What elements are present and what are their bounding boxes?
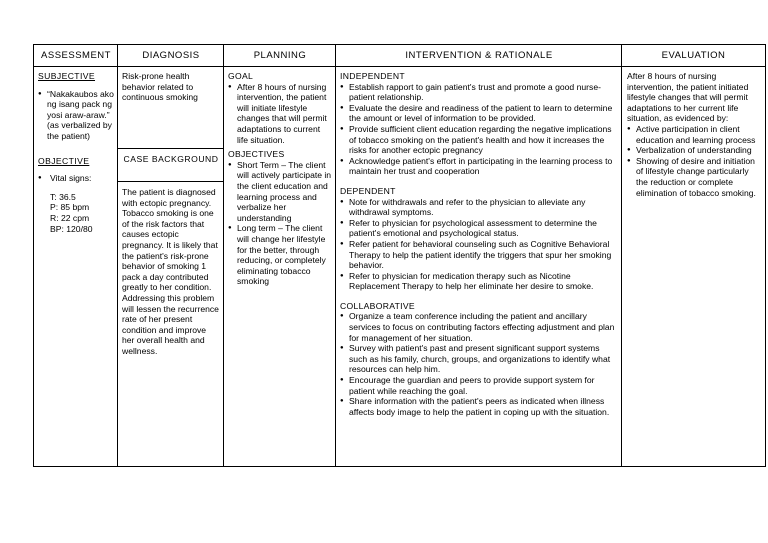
vital-pulse: P: 85 bpm xyxy=(50,202,90,213)
independent-item: ● Evaluate the desire and readiness of the patient to learn to determine the amount or level of information to be provided. xyxy=(340,103,618,124)
header-planning: PLANNING xyxy=(224,45,336,67)
subjective-note: (as verbalized by the patient) xyxy=(47,120,112,141)
case-background-divider xyxy=(118,181,224,182)
dependent-item: ● Refer patient for behavioral counseling such as Cognitive Behavioral Therapy to help the patient identify the triggers that spur her smoking behavior. xyxy=(340,239,618,271)
diagnosis-divider xyxy=(118,148,224,149)
objectives-label: OBJECTIVES xyxy=(228,149,285,160)
nursing-care-plan-table xyxy=(33,44,766,467)
evaluation-item: ● Showing of desire and initiation of lifestyle change particularly the reduction or complete elimination of tobacco smoking. xyxy=(627,156,763,198)
objective-label: OBJECTIVE xyxy=(38,155,90,166)
dependent-item: ● Refer to physician for medication therapy such as Nicotine Replacement Therapy to help her eliminate her desire to smoke. xyxy=(340,271,618,292)
vitals-list xyxy=(38,192,115,234)
independent-item: ● Provide sufficient client education regarding the negative implications of tobacco smoking on the patient's health and how it increases the risks for another ectopic pregnancy xyxy=(340,124,618,156)
vital-signs-label: ● Vital signs: xyxy=(38,173,115,184)
case-background-label: CASE BACKGROUND xyxy=(123,154,219,164)
vital-temperature: T: 36.5 xyxy=(50,191,76,202)
objective-short-term: ● Short Term – The client will actively participate in the client education and learning process and verbalize her understanding xyxy=(228,160,332,224)
subjective-quote: ● “Nakakaubos ako ng isang pack ng yosi araw-araw.” xyxy=(38,89,115,121)
goal-item: ● After 8 hours of nursing intervention, the patient will initiate lifestyle changes that will permit adaptations to current life situation. xyxy=(228,82,332,146)
header-diagnosis: DIAGNOSIS xyxy=(118,45,224,67)
planning-cell xyxy=(228,71,332,287)
dependent-label: DEPENDENT xyxy=(340,185,396,196)
collaborative-label: COLLABORATIVE xyxy=(340,300,415,311)
case-background-text: The patient is diagnosed with ectopic pregnancy. Tobacco smoking is one of the risk factors that causes ectopic pregnancy. It is likely that the patient's risk-prone behavior of smoking 1 pack a day contributed greatly to her condition. Addressing this problem will lessen the recurrence rate of her present condition and improve her overall health and wellness. xyxy=(122,187,219,356)
column-divider xyxy=(621,45,622,466)
column-divider xyxy=(335,45,336,466)
goal-label: GOAL xyxy=(228,71,254,81)
collaborative-item: ● Share information with the patient's peers as indicated when illness affects body image to help the patient in coping up with the situation. xyxy=(340,396,618,417)
evaluation-text: After 8 hours of nursing intervention, the patient initiated lifestyle changes that will permit adaptations to her current life situation, as evidenced by: xyxy=(627,71,749,124)
subjective-label: SUBJECTIVE xyxy=(38,71,96,81)
independent-item: ● Acknowledge patient's effort in participating in the learning process to maintain her trust and cooperation xyxy=(340,156,618,177)
collaborative-item: ● Organize a team conference including the patient and ancillary services to focus on contributing factors effecting adjustment and plan for management of her situation. xyxy=(340,311,618,343)
header-assessment: ASSESSMENT xyxy=(34,45,118,67)
header-intervention: INTERVENTION & RATIONALE xyxy=(336,45,622,67)
independent-item: ● Establish rapport to gain patient's trust and promote a good nurse-patient relationship. xyxy=(340,82,618,103)
objective-long-term: ● Long term – The client will change her lifestyle for the better, through reducing, or completely eliminating tobacco smoking xyxy=(228,223,332,287)
dependent-item: ● Refer to physician for psychological assessment to determine the patient's emotional and psychological status. xyxy=(340,218,618,239)
column-divider xyxy=(117,45,118,466)
intervention-cell xyxy=(340,71,618,417)
evaluation-item: ● Active participation in client education and learning process xyxy=(627,124,763,145)
assessment-cell xyxy=(38,71,115,234)
evaluation-item: ● Verbalization of understanding xyxy=(627,145,763,156)
diagnosis-text: Risk-prone health behavior related to continuous smoking xyxy=(122,71,198,103)
column-divider xyxy=(223,45,224,466)
evaluation-cell xyxy=(627,71,763,198)
collaborative-item: ● Survey with patient's past and present significant support systems such as his family, church, groups, and organizations to identify what resources can help him. xyxy=(340,343,618,375)
vital-blood-pressure: BP: 120/80 xyxy=(50,223,93,234)
vital-respiration: R: 22 cpm xyxy=(50,212,90,223)
collaborative-item: ● Encourage the guardian and peers to provide support system for patient while reaching the goal. xyxy=(340,375,618,396)
dependent-item: ● Note for withdrawals and refer to the physician to alleviate any withdrawal symptoms. xyxy=(340,197,618,218)
independent-label: INDEPENDENT xyxy=(340,71,405,81)
header-evaluation: EVALUATION xyxy=(622,45,765,67)
